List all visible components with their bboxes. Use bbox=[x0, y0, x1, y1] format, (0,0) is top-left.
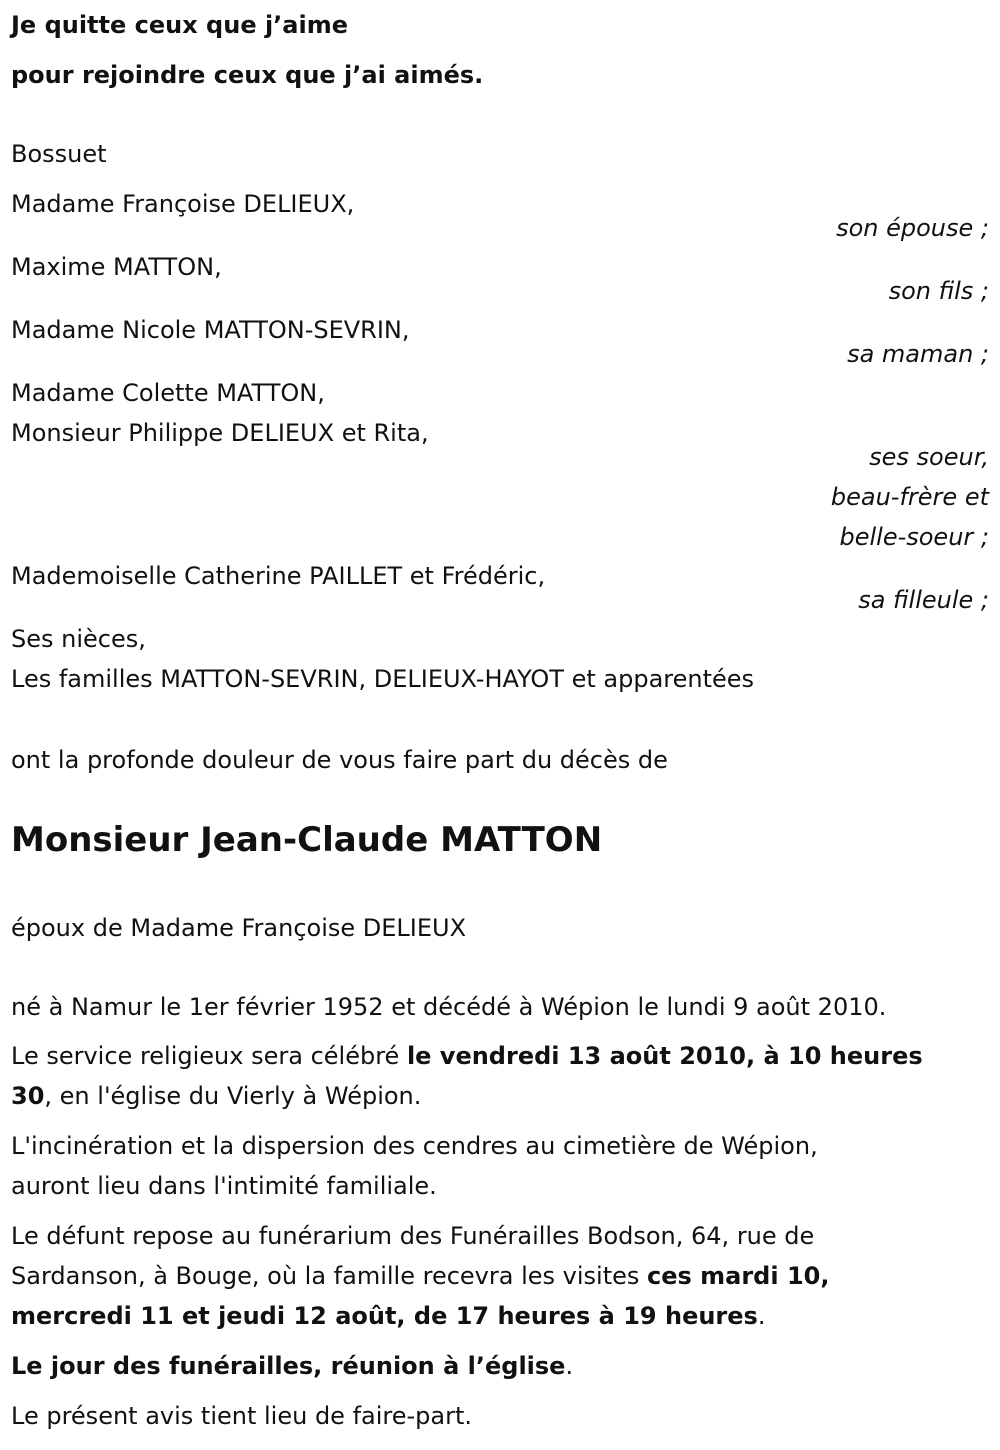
deceased-dates: né à Namur le 1er février 1952 et décédé à Wépion le lundi 9 août 2010. bbox=[11, 993, 887, 1021]
family-member-name: Ses nièces, bbox=[11, 625, 146, 653]
family-member-name: Madame Colette MATTON, bbox=[11, 379, 325, 407]
family-member-name: Madame Nicole MATTON-SEVRIN, bbox=[11, 316, 410, 344]
visits-place: Sardanson, à Bouge, où la famille recevra les visites bbox=[11, 1262, 647, 1290]
service-line-2 bbox=[11, 1080, 421, 1112]
visits-days-1: ces mardi 10, bbox=[647, 1262, 830, 1290]
service-intro: Le service religieux sera célébré bbox=[11, 1042, 407, 1070]
family-member-name: Les familles MATTON-SEVRIN, DELIEUX-HAYOT et apparentées bbox=[11, 665, 755, 693]
siblings-role-line-1: ses soeur, bbox=[869, 443, 989, 471]
cremation-line-1: L'incinération et la dispersion des cendres au cimetière de Wépion, bbox=[11, 1132, 818, 1160]
quote-line-1: Je quitte ceux que j’aime bbox=[11, 11, 349, 39]
cremation-line-2: auront lieu dans l'intimité familiale. bbox=[11, 1172, 437, 1200]
family-member-role: sa filleule ; bbox=[858, 586, 989, 614]
family-member-role: sa maman ; bbox=[847, 340, 989, 368]
siblings-role-line-3: belle-soeur ; bbox=[839, 523, 989, 551]
visits-line-1: Le défunt repose au funérarium des Funérailles Bodson, 64, rue de bbox=[11, 1222, 815, 1250]
announcement: ont la profonde douleur de vous faire part du décès de bbox=[11, 746, 668, 774]
visits-days-2: mercredi 11 et jeudi 12 août, de 17 heures à 19 heures bbox=[11, 1302, 758, 1330]
deceased-spouse: époux de Madame Françoise DELIEUX bbox=[11, 914, 467, 942]
family-member-name: Madame Françoise DELIEUX, bbox=[11, 190, 355, 218]
siblings-role-line-2: beau-frère et bbox=[830, 483, 989, 511]
meeting-line bbox=[11, 1350, 573, 1382]
meeting-text: Le jour des funérailles, réunion à l’église bbox=[11, 1352, 566, 1380]
service-when-2: 30 bbox=[11, 1082, 45, 1110]
visits-end: . bbox=[757, 1302, 766, 1330]
visits-line-3 bbox=[11, 1300, 765, 1332]
family-member-role: son fils ; bbox=[888, 277, 989, 305]
service-where: , en l'église du Vierly à Wépion. bbox=[44, 1082, 422, 1110]
deceased-name: Monsieur Jean-Claude MATTON bbox=[11, 820, 603, 860]
family-member-name: Maxime MATTON, bbox=[11, 253, 222, 281]
visits-line-2 bbox=[11, 1260, 829, 1292]
quote-author: Bossuet bbox=[11, 140, 107, 168]
service-when-1: le vendredi 13 août 2010, à 10 heures bbox=[406, 1042, 923, 1070]
closing-note: Le présent avis tient lieu de faire-part. bbox=[11, 1402, 473, 1430]
family-member-role: son épouse ; bbox=[836, 214, 989, 242]
family-member-name: Monsieur Philippe DELIEUX et Rita, bbox=[11, 419, 429, 447]
service-line-1 bbox=[11, 1040, 923, 1072]
meeting-end: . bbox=[565, 1352, 574, 1380]
quote-line-2: pour rejoindre ceux que j’ai aimés. bbox=[11, 61, 484, 89]
family-member-name: Mademoiselle Catherine PAILLET et Frédéric, bbox=[11, 562, 546, 590]
